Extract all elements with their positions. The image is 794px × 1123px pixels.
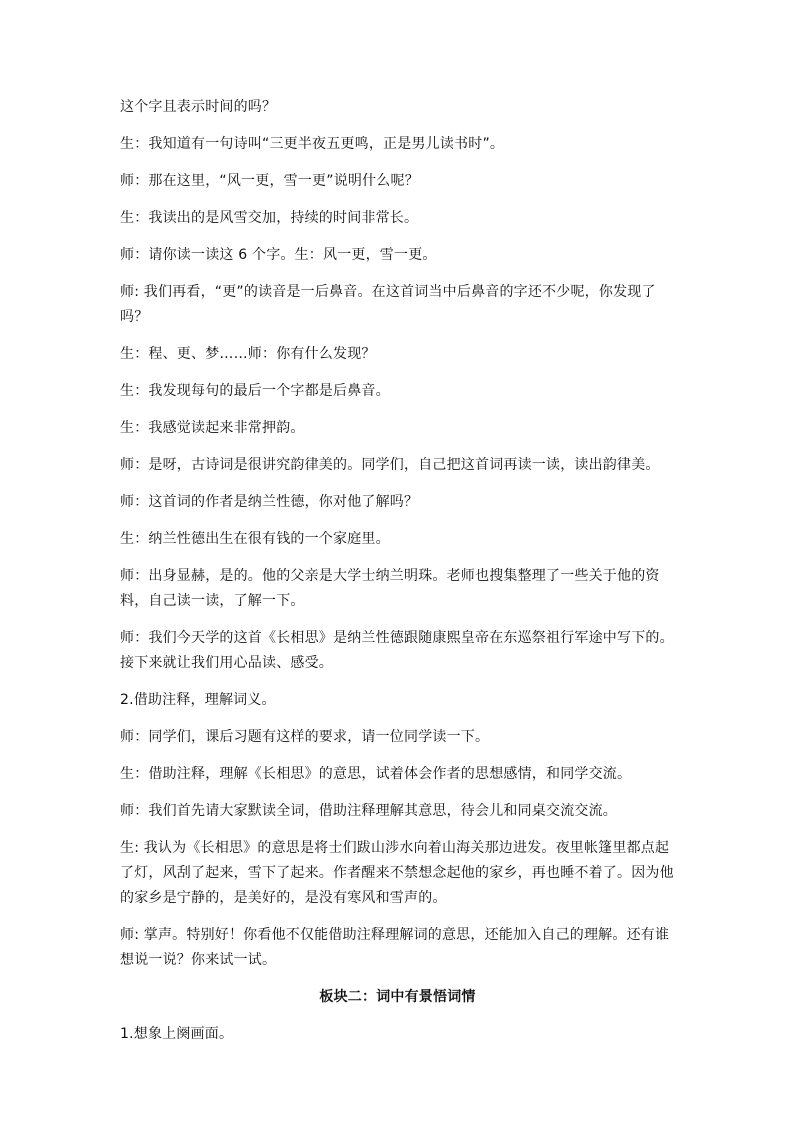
paragraph: 生：我发现每句的最后一个字都是后鼻音。 <box>120 383 390 399</box>
paragraph: 师：是呀，古诗词是很讲究韵律美的。同学们，自己把这首词再读一读，读出韵律美。 <box>120 457 660 473</box>
paragraph: 这个字且表示时间的吗？ <box>120 99 277 115</box>
paragraph: 生：程、更、梦……师：你有什么发现？ <box>120 346 376 362</box>
paragraph: 1.想象上阕画面。 <box>120 1026 234 1042</box>
paragraph: 生：我感觉读起来非常押韵。 <box>120 420 305 436</box>
paragraph: 师: 掌声。特别好！你看他不仅能借助注释理解词的意思，还能加入自己的理解。还有谁想说一说？你来试一试。 <box>120 927 670 968</box>
paragraph: 师：那在这里，“风一更，雪一更”说明什么呢？ <box>120 173 419 189</box>
paragraph: 师：这首词的作者是纳兰性德，你对他了解吗？ <box>120 494 419 510</box>
section-heading: 板块二：词中有景悟词情 <box>319 989 476 1005</box>
paragraph: 生：我读出的是风雪交加，持续的时间非常长。 <box>120 210 419 226</box>
paragraph: 师：我们首先请大家默读全词，借助注释理解其意思，待会儿和同桌交流交流。 <box>120 803 617 819</box>
paragraph: 生：纳兰性德出生在很有钱的一个家庭里。 <box>120 531 390 547</box>
paragraph: 师: 我们再看，“更”的读音是一后鼻音。在这首词当中后鼻音的字还不少呢，你发现了吗？ <box>120 284 656 325</box>
paragraph: 生：我知道有一句诗叫“三更半夜五更鸣，正是男儿读书时”。 <box>120 136 505 152</box>
paragraph: 2.借助注释，理解词义。 <box>120 692 276 708</box>
paragraph: 师：我们今天学的这首《长相思》是纳兰性德跟随康熙皇帝在东巡祭祖行军途中写下的。接下来就让我们用心品读、感受。 <box>120 630 674 671</box>
paragraph: 师：出身显赫，是的。他的父亲是大学士纳兰明珠。老师也搜集整理了一些关于他的资料，自己读一读，了解一下。 <box>120 568 660 609</box>
paragraph: 师：请你读一读这 6 个字。生：风一更，雪一更。 <box>120 247 437 263</box>
paragraph: 师：同学们，课后习题有这样的要求，请一位同学读一下。 <box>120 729 490 745</box>
document-body <box>120 95 675 1059</box>
paragraph: 生: 我认为《长相思》的意思是将士们跋山涉水向着山海关那边进发。夜里帐篷里都点起了灯，风刮了起来，雪下了起来。作者醒来不禁想念起他的家乡，再也睡不着了。因为他的家乡是宁静的，是美好的，是没有寒风和雪声的。 <box>120 840 674 906</box>
paragraph: 生：借助注释，理解《长相思》的意思，试着体会作者的思想感情，和同学交流。 <box>120 766 632 782</box>
